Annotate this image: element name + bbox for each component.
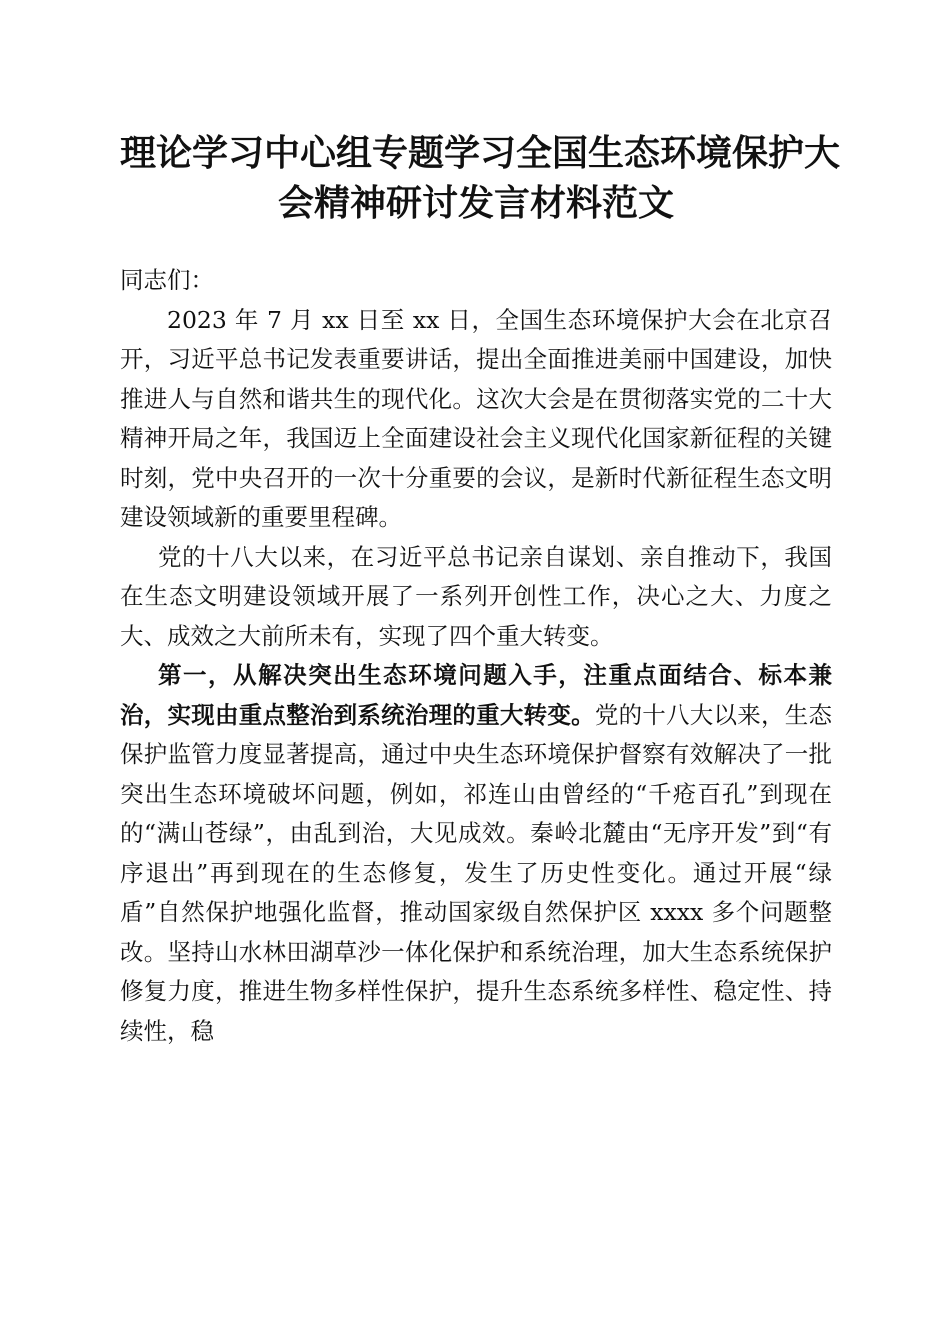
- point-one-lead: 第一，从解决突出生态环境问题入手，注重点面结合、标本兼治，实现由重点整治到系统治理的重大转变。: [120, 661, 832, 729]
- paragraph-opening: 2023 年 7 月 xx 日至 xx 日，全国生态环境保护大会在北京召开，习近平总书记发表重要讲话，提出全面推进美丽中国建设，加快推进人与自然和谐共生的现代化。这次大会是在贯彻落实党的二十大精神开局之年，我国迈上全面建设社会主义现代化国家新征程的关键时刻，党中央召开的一次十分重要的会议，是新时代新征程生态文明建设领域新的重要里程碑。: [120, 305, 832, 531]
- title-line-2: 会精神研讨发言材料范文: [277, 182, 674, 224]
- document-body: [120, 261, 832, 1051]
- title-line-1: 理论学习中心组专题学习全国生态环境保护大: [120, 132, 841, 174]
- salutation: 同志们：: [120, 266, 214, 294]
- document-title: [120, 128, 841, 228]
- paragraph-point-one: [120, 656, 832, 1051]
- point-one-body: 党的十八大以来，生态保护监管力度显著提高，通过中央生态环境保护督察有效解决了一批突出生态环境破坏问题，例如，祁连山由曾经的“千疮百孔”到现在的“满山苍绿”，由乱到治，大见成效。秦岭北麓由“无序开发”到“有序退出”再到现在的生态修复，发生了历史性变化。通过开展“绿盾”自然保护地强化监督，推动国家级自然保护区 xxxx 多个问题整改。坚持山水林田湖草沙一体化保护和系统治理，加大生态系统保护修复力度，推进生物多样性保护，提升生态系统多样性、稳定性、持续性，稳: [120, 700, 833, 1045]
- paragraph-achievements: 党的十八大以来，在习近平总书记亲自谋划、亲自推动下，我国在生态文明建设领域开展了一系列开创性工作，决心之大、力度之大、成效之大前所未有，实现了四个重大转变。: [120, 542, 832, 650]
- document-page: [120, 128, 841, 1051]
